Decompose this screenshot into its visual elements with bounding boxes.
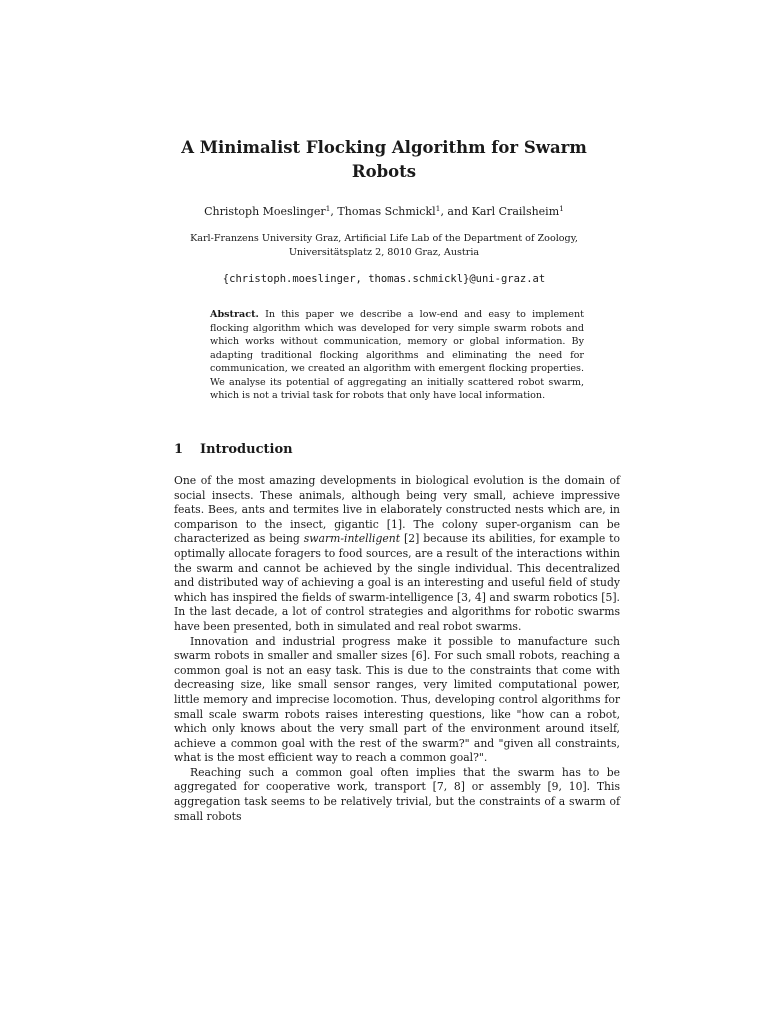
author-name: Karl Crailsheim <box>471 205 560 218</box>
section-number: 1 <box>174 442 184 457</box>
section-heading <box>174 441 624 459</box>
paragraph: Innovation and industrial progress make it possible to manufacture such swarm robots in smaller and smaller sizes [6]. For such small robots, reaching a common goal is not an easy task. This is due to the constraints that come with decreasing size, like small sensor ranges, very limited computational power, little memory and imprecise locomotion. Thus, developing control algorithms for small scale swarm robots raises interesting questions, like "how can a robot, which only knows about the very small part of the environment around itself, achieve a common goal with the rest of the swarm?" and "given all constraints, what is the most efficient way to reach a common goal?". <box>174 634 620 765</box>
paragraph <box>174 474 620 635</box>
author-list <box>120 204 648 220</box>
author-affiliation-mark: 1 <box>435 204 441 213</box>
affiliation-line: Karl-Franzens University Graz, Artificial Life Lab of the Department of Zoology, <box>190 233 578 244</box>
abstract-label: Abstract. <box>210 309 259 320</box>
abstract-text: In this paper we describe a low-end and easy to implement flocking algorithm which was developed for very simple swarm robots and which works without communication, memory or global information. By adapting traditional flocking algorithms and eliminating the need for communication, we created an algorithm with emergent flocking properties. We analyse its potential of aggregating an initially scattered robot swarm, which is not a trivial task for robots that only have local information. <box>210 309 584 401</box>
author-email: {christoph.moeslinger, thomas.schmickl}@uni-graz.at <box>222 273 546 285</box>
emphasis-text: swarm-intelligent <box>303 532 401 546</box>
author-separator: , and <box>440 205 472 218</box>
author-separator: , <box>330 205 338 218</box>
paragraph-text: [2] because its abilities, for example to optimally allocate foragers to food sources, are a result of the interactions within the swarm and cannot be achieved by the single individual. This decentralized and distributed way of achieving a goal is an interesting and useful field of study which has inspired the fields of swarm-intelligence [3, 4] and swarm robotics [5]. In the last decade, a lot of control strategies and algorithms for robotic swarms have been presented, both in simulated and real robot swarms. <box>174 532 620 633</box>
author-affiliation-mark: 1 <box>325 204 331 213</box>
abstract <box>210 308 584 403</box>
paragraph: Reaching such a common goal often implies that the swarm has to be aggregated for cooperative work, transport [7, 8] or assembly [9, 10]. This aggregation task seems to be relatively trivial, but the constraints of a swarm of small robots <box>174 765 620 823</box>
affiliation-line: Universitätsplatz 2, 8010 Graz, Austria <box>288 247 480 258</box>
author-affiliation-mark: 1 <box>559 204 564 213</box>
affiliation <box>150 232 618 260</box>
author-name: Christoph Moeslinger <box>204 205 326 218</box>
paragraph-text: One of the most amazing developments in biological evolution is the domain of social insects. These animals, although being very small, achieve impressive feats. Bees, ants and termites live in elaborately constructed nests which are, in comparison to the insect, gigantic [1]. The colony super-organism can be characterized as being <box>174 474 620 546</box>
section-body <box>174 474 620 824</box>
author-name: Thomas Schmickl <box>337 205 436 218</box>
paper-title: A Minimalist Flocking Algorithm for Swarm Robots <box>181 138 587 181</box>
section-title: Introduction <box>200 442 293 457</box>
